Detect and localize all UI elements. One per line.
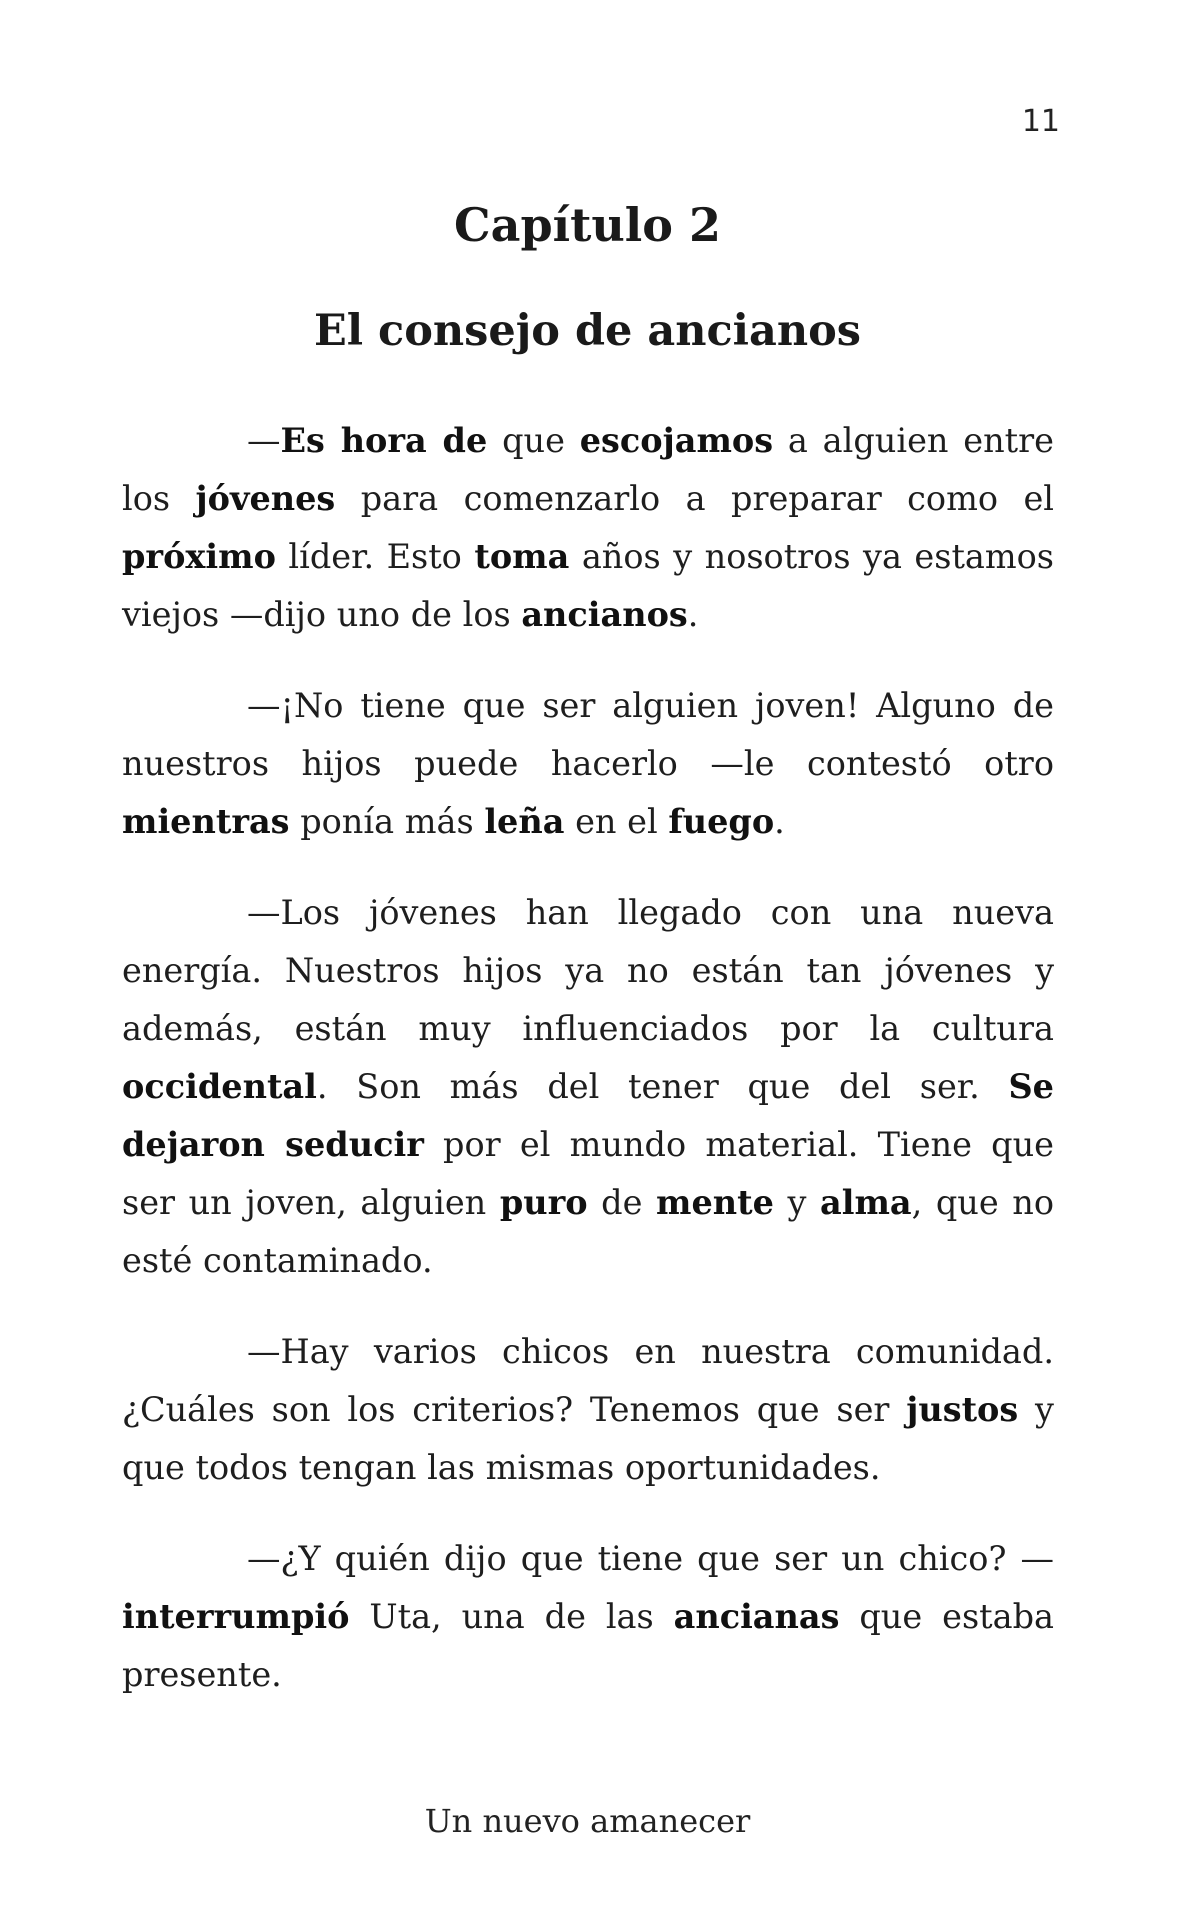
bold-term: mente [656,1183,774,1222]
bold-term: occidental [122,1067,317,1106]
paragraph [122,677,1054,851]
text-run: ponía más [289,802,485,841]
bold-term: Es hora de [280,421,488,460]
text-run: en el [564,802,669,841]
bold-term: interrumpió [122,1597,350,1636]
text-run: — [247,421,281,460]
bold-term: fuego [668,802,775,841]
bold-term: mientras [122,802,290,841]
chapter-subtitle: El consejo de ancianos [313,306,862,356]
body-text [122,412,1054,1737]
bold-term: leña [484,802,565,841]
text-run: por el mundo material. Tiene que ser un joven, alguien [122,1125,1054,1222]
text-run: —¿Y quién dijo que tiene que ser un chico? — [247,1539,1054,1578]
bold-term: alma [820,1183,912,1222]
bold-term: puro [499,1183,588,1222]
bold-term: ancianos [521,595,688,634]
text-run: y [773,1183,821,1222]
text-run: . [774,802,785,841]
paragraph [122,884,1054,1290]
text-run: de [587,1183,657,1222]
text-run: líder. Esto [275,537,475,576]
text-run: , que no esté contaminado. [122,1183,1054,1280]
text-run: que estaba presente. [122,1597,1054,1694]
paragraph [122,412,1054,644]
paragraph [122,1323,1054,1497]
bold-term: toma [474,537,570,576]
bold-term: justos [906,1390,1019,1429]
text-run: —Hay varios chicos en nuestra comunidad. ¿Cuáles son los criterios? Tenemos que ser [122,1332,1054,1429]
bold-term: Se dejaron seducir [122,1067,1054,1164]
bold-term: escojamos [579,421,774,460]
bold-term: jóvenes [195,479,336,518]
text-run: para comenzarlo a preparar como el [335,479,1054,518]
text-run: que [487,421,580,460]
bold-term: próximo [122,537,276,576]
paragraph [122,1530,1054,1704]
text-run: años y nosotros ya estamos viejos —dijo uno de los [122,537,1055,634]
bold-term: ancianas [673,1597,840,1636]
text-run: y que todos tengan las mismas oportunidades. [122,1390,1054,1487]
text-run: . Son más del tener que del ser. [316,1067,1009,1106]
text-run: —¡No tiene que ser alguien joven! Alguno de nuestros hijos puede hacerlo —le contestó otro [122,686,1054,783]
page-number: 11 [1021,104,1060,139]
text-run: —Los jóvenes han llegado con una nueva energía. Nuestros hijos ya no están tan jóvenes y además, están muy influenciados por la cultura [122,893,1054,1048]
running-footer: Un nuevo amanecer [424,1802,751,1840]
text-run: . [687,595,699,634]
chapter-title: Capítulo 2 [454,198,721,252]
text-run: a alguien entre los [122,421,1054,518]
text-run: Uta, una de las [349,1597,674,1636]
